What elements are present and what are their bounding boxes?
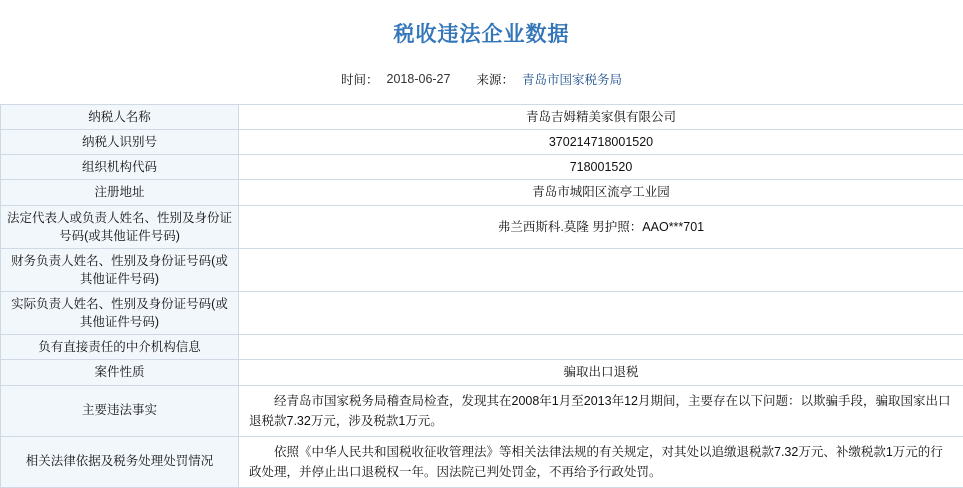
row-label: 组织机构代码 xyxy=(1,155,239,180)
page-title: 税收违法企业数据 xyxy=(0,0,963,48)
meta-source xyxy=(476,70,622,88)
row-label: 财务负责人姓名、性别及身份证号码(或其他证件号码) xyxy=(1,248,239,291)
meta-date xyxy=(341,70,450,88)
row-label: 主要违法事实 xyxy=(1,385,239,436)
row-label: 实际负责人姓名、性别及身份证号码(或其他证件号码) xyxy=(1,292,239,335)
table-row xyxy=(1,248,963,291)
row-value xyxy=(239,292,963,335)
table-row xyxy=(1,130,963,155)
row-value xyxy=(239,335,963,360)
row-value: 弗兰西斯科.莫隆 男护照：AAO***701 xyxy=(239,205,963,248)
row-value: 370214718001520 xyxy=(239,130,963,155)
row-label: 纳税人识别号 xyxy=(1,130,239,155)
meta-source-value: 青岛市国家税务局 xyxy=(522,70,622,88)
row-value: 骗取出口退税 xyxy=(239,360,963,385)
row-label: 法定代表人或负责人姓名、性别及身份证号码(或其他证件号码) xyxy=(1,205,239,248)
table-row xyxy=(1,385,963,436)
row-value: 经青岛市国家税务局稽查局检查，发现其在2008年1月至2013年12月期间，主要存在以下问题：以欺骗手段，骗取国家出口退税款7.32万元，涉及税款1万元。 xyxy=(239,385,963,436)
row-value: 依照《中华人民共和国税收征收管理法》等相关法律法规的有关规定，对其处以追缴退税款7.32万元、补缴税款1万元的行政处理，并停止出口退税权一年。因法院已判处罚金，不再给予行政处罚。 xyxy=(239,436,963,487)
tax-violation-table xyxy=(0,104,963,488)
table-row xyxy=(1,292,963,335)
meta-source-label: 来源： xyxy=(476,70,514,88)
meta-date-value: 2018-06-27 xyxy=(387,72,451,86)
row-label: 注册地址 xyxy=(1,180,239,205)
row-label: 纳税人名称 xyxy=(1,105,239,130)
table-row xyxy=(1,335,963,360)
row-value: 青岛吉姆精美家俱有限公司 xyxy=(239,105,963,130)
row-label: 负有直接责任的中介机构信息 xyxy=(1,335,239,360)
row-value: 718001520 xyxy=(239,155,963,180)
table-row xyxy=(1,436,963,487)
table-row xyxy=(1,180,963,205)
table-row xyxy=(1,155,963,180)
meta-date-label: 时间： xyxy=(341,70,379,88)
row-label: 案件性质 xyxy=(1,360,239,385)
row-value: 青岛市城阳区流亭工业园 xyxy=(239,180,963,205)
row-label: 相关法律依据及税务处理处罚情况 xyxy=(1,436,239,487)
table-row xyxy=(1,360,963,385)
row-value xyxy=(239,248,963,291)
table-row xyxy=(1,205,963,248)
document-meta xyxy=(0,70,963,88)
table-row xyxy=(1,105,963,130)
